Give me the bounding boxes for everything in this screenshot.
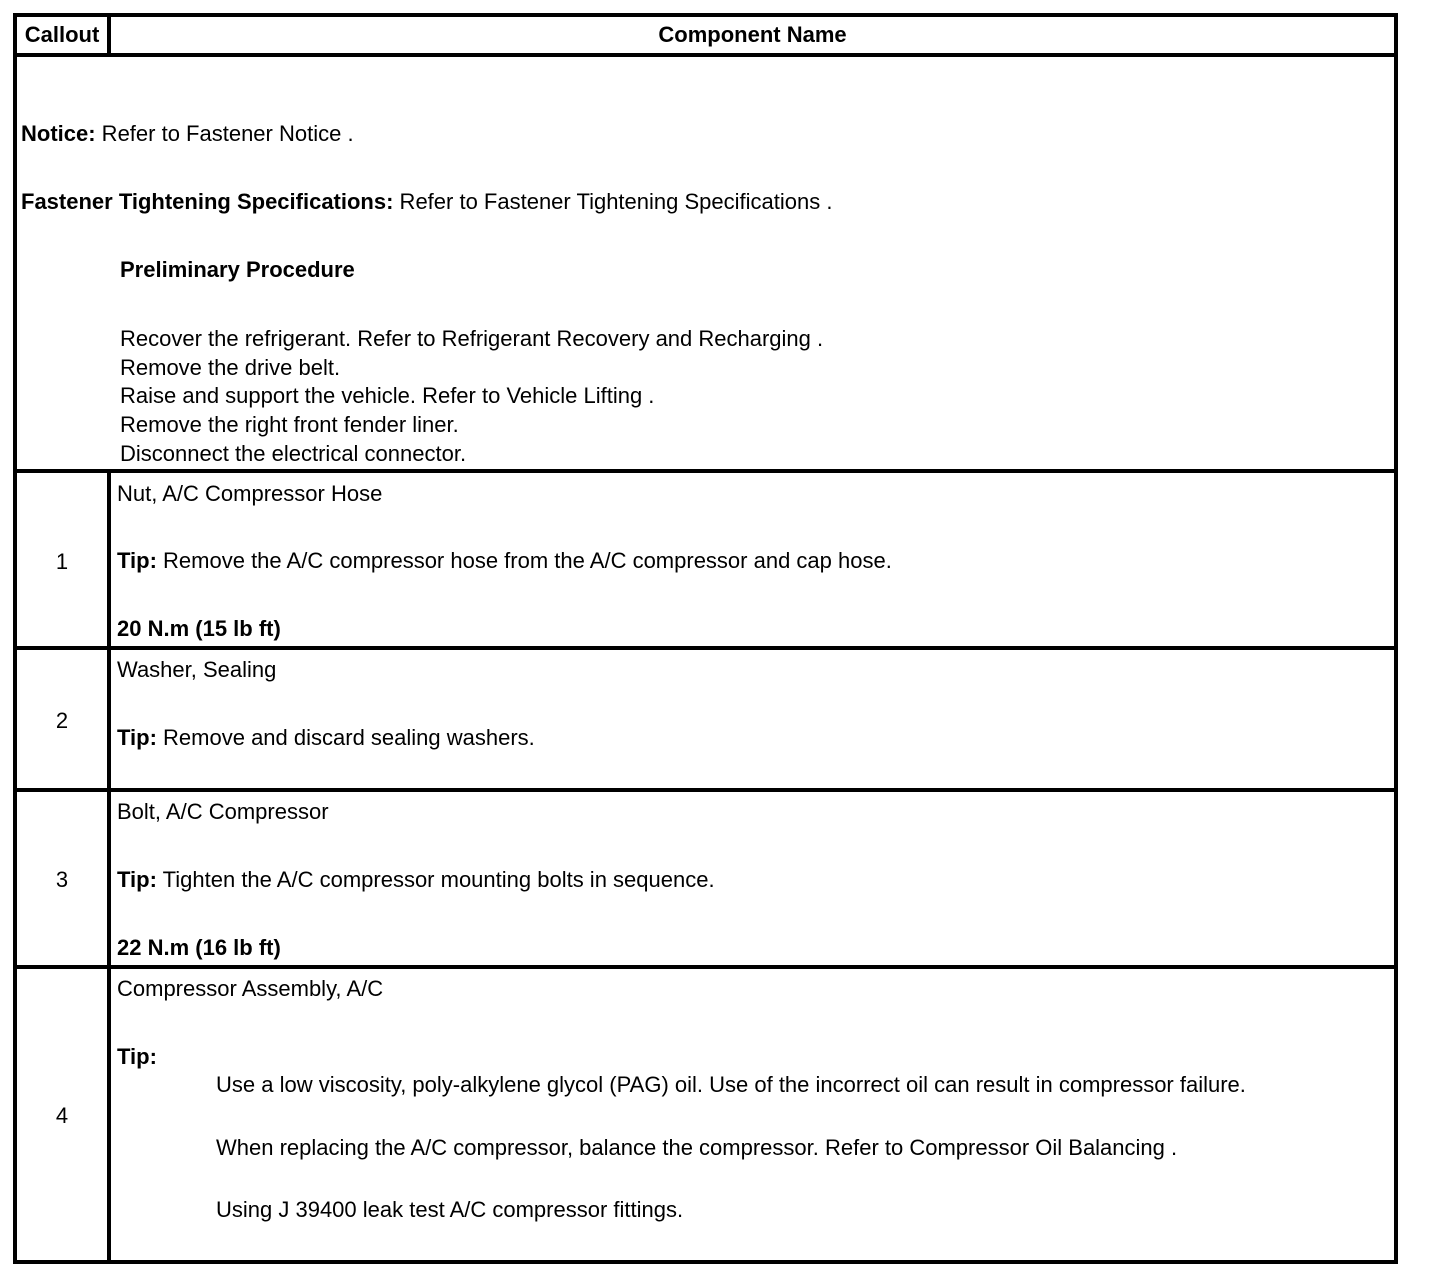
component-name: Nut, A/C Compressor Hose	[117, 481, 383, 506]
tip-text: Use a low viscosity, poly-alkylene glycol (PAG) oil. Use of the incorrect oil can result in compressor failure.	[216, 1072, 1246, 1097]
component-name: Washer, Sealing	[117, 657, 277, 682]
procedure-title: Preliminary Procedure	[120, 257, 355, 282]
column-divider	[107, 471, 111, 1264]
procedure-step: Remove the drive belt.	[120, 354, 341, 380]
notice-label: Notice:	[21, 121, 96, 146]
spec-text: Refer to Fastener Tightening Specifications .	[393, 189, 833, 214]
row-divider	[13, 965, 1398, 969]
header-divider	[13, 53, 1398, 57]
tip-line	[117, 548, 892, 574]
tip-text: Tighten the A/C compressor mounting bolts in sequence.	[156, 867, 715, 892]
header-component-name: Component Name	[658, 22, 847, 47]
component-name: Compressor Assembly, A/C	[117, 976, 384, 1001]
callout-number: 1	[55, 549, 69, 574]
row-divider	[13, 788, 1398, 792]
callout-number: 3	[55, 867, 69, 892]
tip-label: Tip:	[117, 867, 157, 892]
tip-label: Tip:	[117, 725, 157, 750]
tip-text: Remove and discard sealing washers.	[156, 725, 535, 750]
tip-label: Tip:	[117, 548, 157, 573]
row-divider	[13, 469, 1398, 473]
tip-line	[117, 725, 535, 751]
tip-text: Using J 39400 leak test A/C compressor fittings.	[216, 1197, 684, 1222]
procedure-step: Raise and support the vehicle. Refer to Vehicle Lifting .	[120, 383, 655, 409]
tip-text: Remove the A/C compressor hose from the A/C compressor and cap hose.	[156, 548, 892, 573]
header-callout: Callout	[24, 22, 100, 47]
procedure-step: Recover the refrigerant. Refer to Refrigerant Recovery and Recharging .	[120, 326, 824, 351]
component-name: Bolt, A/C Compressor	[117, 799, 329, 824]
notice-line	[21, 121, 354, 147]
procedure-step: Remove the right front fender liner.	[120, 412, 459, 438]
spec-line	[21, 189, 832, 215]
torque-spec: 20 N.m (15 lb ft)	[117, 616, 281, 641]
tip-label: Tip:	[117, 1044, 157, 1069]
tip-text: When replacing the A/C compressor, balance the compressor. Refer to Compressor Oil Balancing .	[216, 1135, 1178, 1160]
row-divider	[13, 646, 1398, 650]
spec-label: Fastener Tightening Specifications:	[21, 189, 394, 214]
tip-line	[117, 867, 715, 893]
callout-number: 4	[55, 1103, 69, 1128]
procedure-steps	[120, 325, 823, 469]
procedure-step: Disconnect the electrical connector.	[120, 440, 467, 466]
torque-spec: 22 N.m (16 lb ft)	[117, 935, 281, 960]
callout-number: 2	[55, 708, 69, 733]
notice-text: Refer to Fastener Notice .	[95, 121, 354, 146]
